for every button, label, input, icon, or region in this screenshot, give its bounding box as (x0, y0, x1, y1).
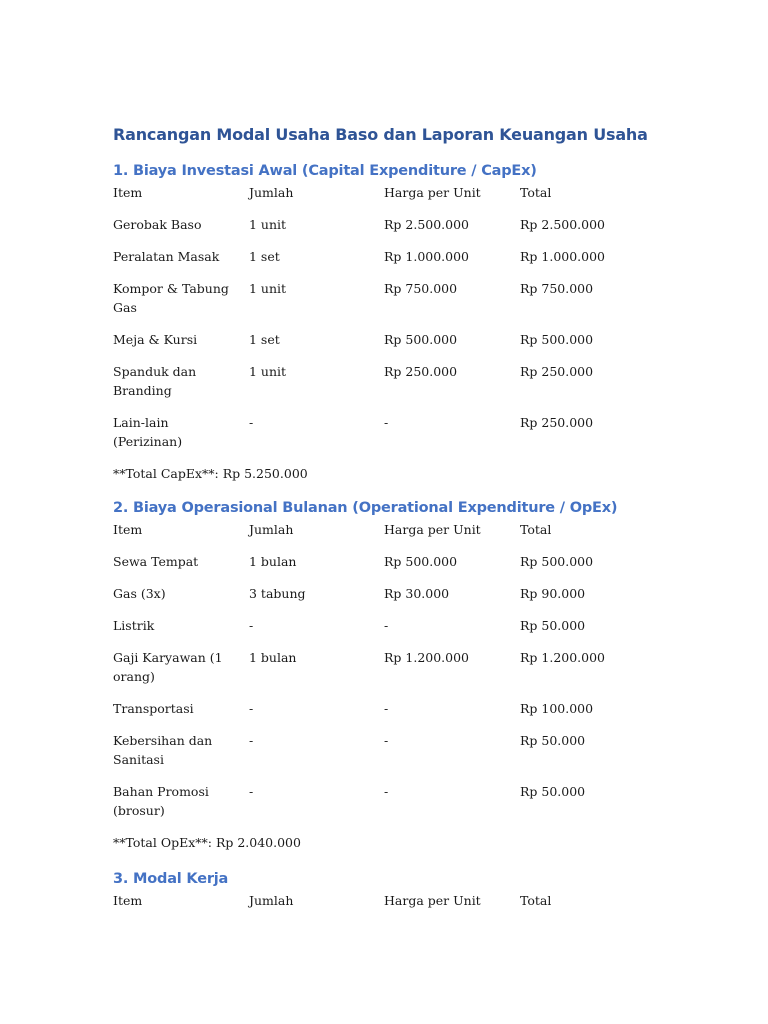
cell-harga: - (384, 733, 389, 748)
cell-item: Lain-lain (Perizinan) (113, 415, 183, 449)
opex-total: **Total OpEx**: Rp 2.040.000 (113, 835, 301, 850)
table-row (113, 584, 657, 616)
cell-jumlah: - (249, 784, 254, 799)
table-row (113, 215, 657, 247)
column-header-item: Item (113, 185, 143, 200)
cell-total: Rp 1.200.000 (520, 650, 606, 665)
table-row (113, 699, 657, 731)
cell-item: Spanduk dan Branding (113, 364, 197, 398)
cell-jumlah: 1 set (249, 249, 280, 264)
cell-jumlah: - (249, 701, 254, 716)
cell-total: Rp 2.500.000 (520, 217, 606, 232)
table-row (113, 731, 657, 782)
cell-item: Meja & Kursi (113, 332, 198, 347)
cell-item: Kompor & Tabung Gas (113, 281, 229, 315)
cell-item: Kebersihan dan Sanitasi (113, 733, 213, 767)
cell-item: Gerobak Baso (113, 217, 202, 232)
table-header-row (113, 183, 657, 215)
cell-jumlah: 3 tabung (249, 586, 306, 601)
modal-kerja-table (113, 891, 657, 923)
column-header-harga: Harga per Unit (384, 893, 481, 908)
cell-total: Rp 1.000.000 (520, 249, 606, 264)
cell-harga: - (384, 618, 389, 633)
cell-jumlah: 1 unit (249, 364, 287, 379)
cell-total: Rp 500.000 (520, 554, 594, 569)
cell-item: Peralatan Masak (113, 249, 220, 264)
cell-item: Bahan Promosi (brosur) (113, 784, 209, 818)
cell-jumlah: - (249, 415, 254, 430)
cell-harga: Rp 250.000 (384, 364, 458, 379)
capex-total: **Total CapEx**: Rp 5.250.000 (113, 466, 308, 481)
table-row (113, 362, 657, 413)
column-header-jumlah: Jumlah (249, 893, 294, 908)
cell-total: Rp 50.000 (520, 618, 586, 633)
table-row (113, 616, 657, 648)
column-header-harga: Harga per Unit (384, 185, 481, 200)
cell-harga: - (384, 784, 389, 799)
capex-table (113, 183, 657, 464)
cell-harga: Rp 750.000 (384, 281, 458, 296)
cell-total: Rp 250.000 (520, 364, 594, 379)
cell-jumlah: 1 set (249, 332, 280, 347)
table-row (113, 552, 657, 584)
cell-harga: Rp 1.000.000 (384, 249, 470, 264)
cell-item: Gas (3x) (113, 586, 166, 601)
cell-harga: Rp 500.000 (384, 332, 458, 347)
cell-harga: Rp 1.200.000 (384, 650, 470, 665)
column-header-jumlah: Jumlah (249, 185, 294, 200)
cell-jumlah: 1 bulan (249, 650, 297, 665)
column-header-total: Total (520, 893, 552, 908)
table-row (113, 648, 657, 699)
table-row (113, 247, 657, 279)
cell-total: Rp 50.000 (520, 784, 586, 799)
column-header-total: Total (520, 522, 552, 537)
cell-jumlah: - (249, 733, 254, 748)
section-heading-modal-kerja: 3. Modal Kerja (113, 871, 229, 887)
table-row (113, 330, 657, 362)
section-heading-capex: 1. Biaya Investasi Awal (Capital Expenditure / CapEx) (113, 163, 537, 179)
cell-total: Rp 750.000 (520, 281, 594, 296)
cell-harga: Rp 2.500.000 (384, 217, 470, 232)
cell-jumlah: - (249, 618, 254, 633)
column-header-jumlah: Jumlah (249, 522, 294, 537)
cell-item: Sewa Tempat (113, 554, 199, 569)
cell-jumlah: 1 unit (249, 281, 287, 296)
table-header-row (113, 520, 657, 552)
column-header-harga: Harga per Unit (384, 522, 481, 537)
column-header-item: Item (113, 893, 143, 908)
cell-item: Gaji Karyawan (1 orang) (113, 650, 223, 684)
section-heading-opex: 2. Biaya Operasional Bulanan (Operational Expenditure / OpEx) (113, 500, 618, 516)
cell-harga: - (384, 415, 389, 430)
opex-table (113, 520, 657, 833)
cell-harga: Rp 30.000 (384, 586, 450, 601)
table-row (113, 782, 657, 833)
cell-total: Rp 90.000 (520, 586, 586, 601)
table-header-row (113, 891, 657, 923)
column-header-item: Item (113, 522, 143, 537)
cell-total: Rp 250.000 (520, 415, 594, 430)
cell-jumlah: 1 unit (249, 217, 287, 232)
cell-total: Rp 100.000 (520, 701, 594, 716)
document-page (113, 124, 713, 923)
column-header-total: Total (520, 185, 552, 200)
cell-item: Listrik (113, 618, 155, 633)
cell-item: Transportasi (113, 701, 194, 716)
cell-harga: - (384, 701, 389, 716)
table-row (113, 413, 657, 464)
table-row (113, 279, 657, 330)
cell-jumlah: 1 bulan (249, 554, 297, 569)
cell-total: Rp 500.000 (520, 332, 594, 347)
cell-total: Rp 50.000 (520, 733, 586, 748)
document-title: Rancangan Modal Usaha Baso dan Laporan Keuangan Usaha (113, 125, 648, 144)
cell-harga: Rp 500.000 (384, 554, 458, 569)
